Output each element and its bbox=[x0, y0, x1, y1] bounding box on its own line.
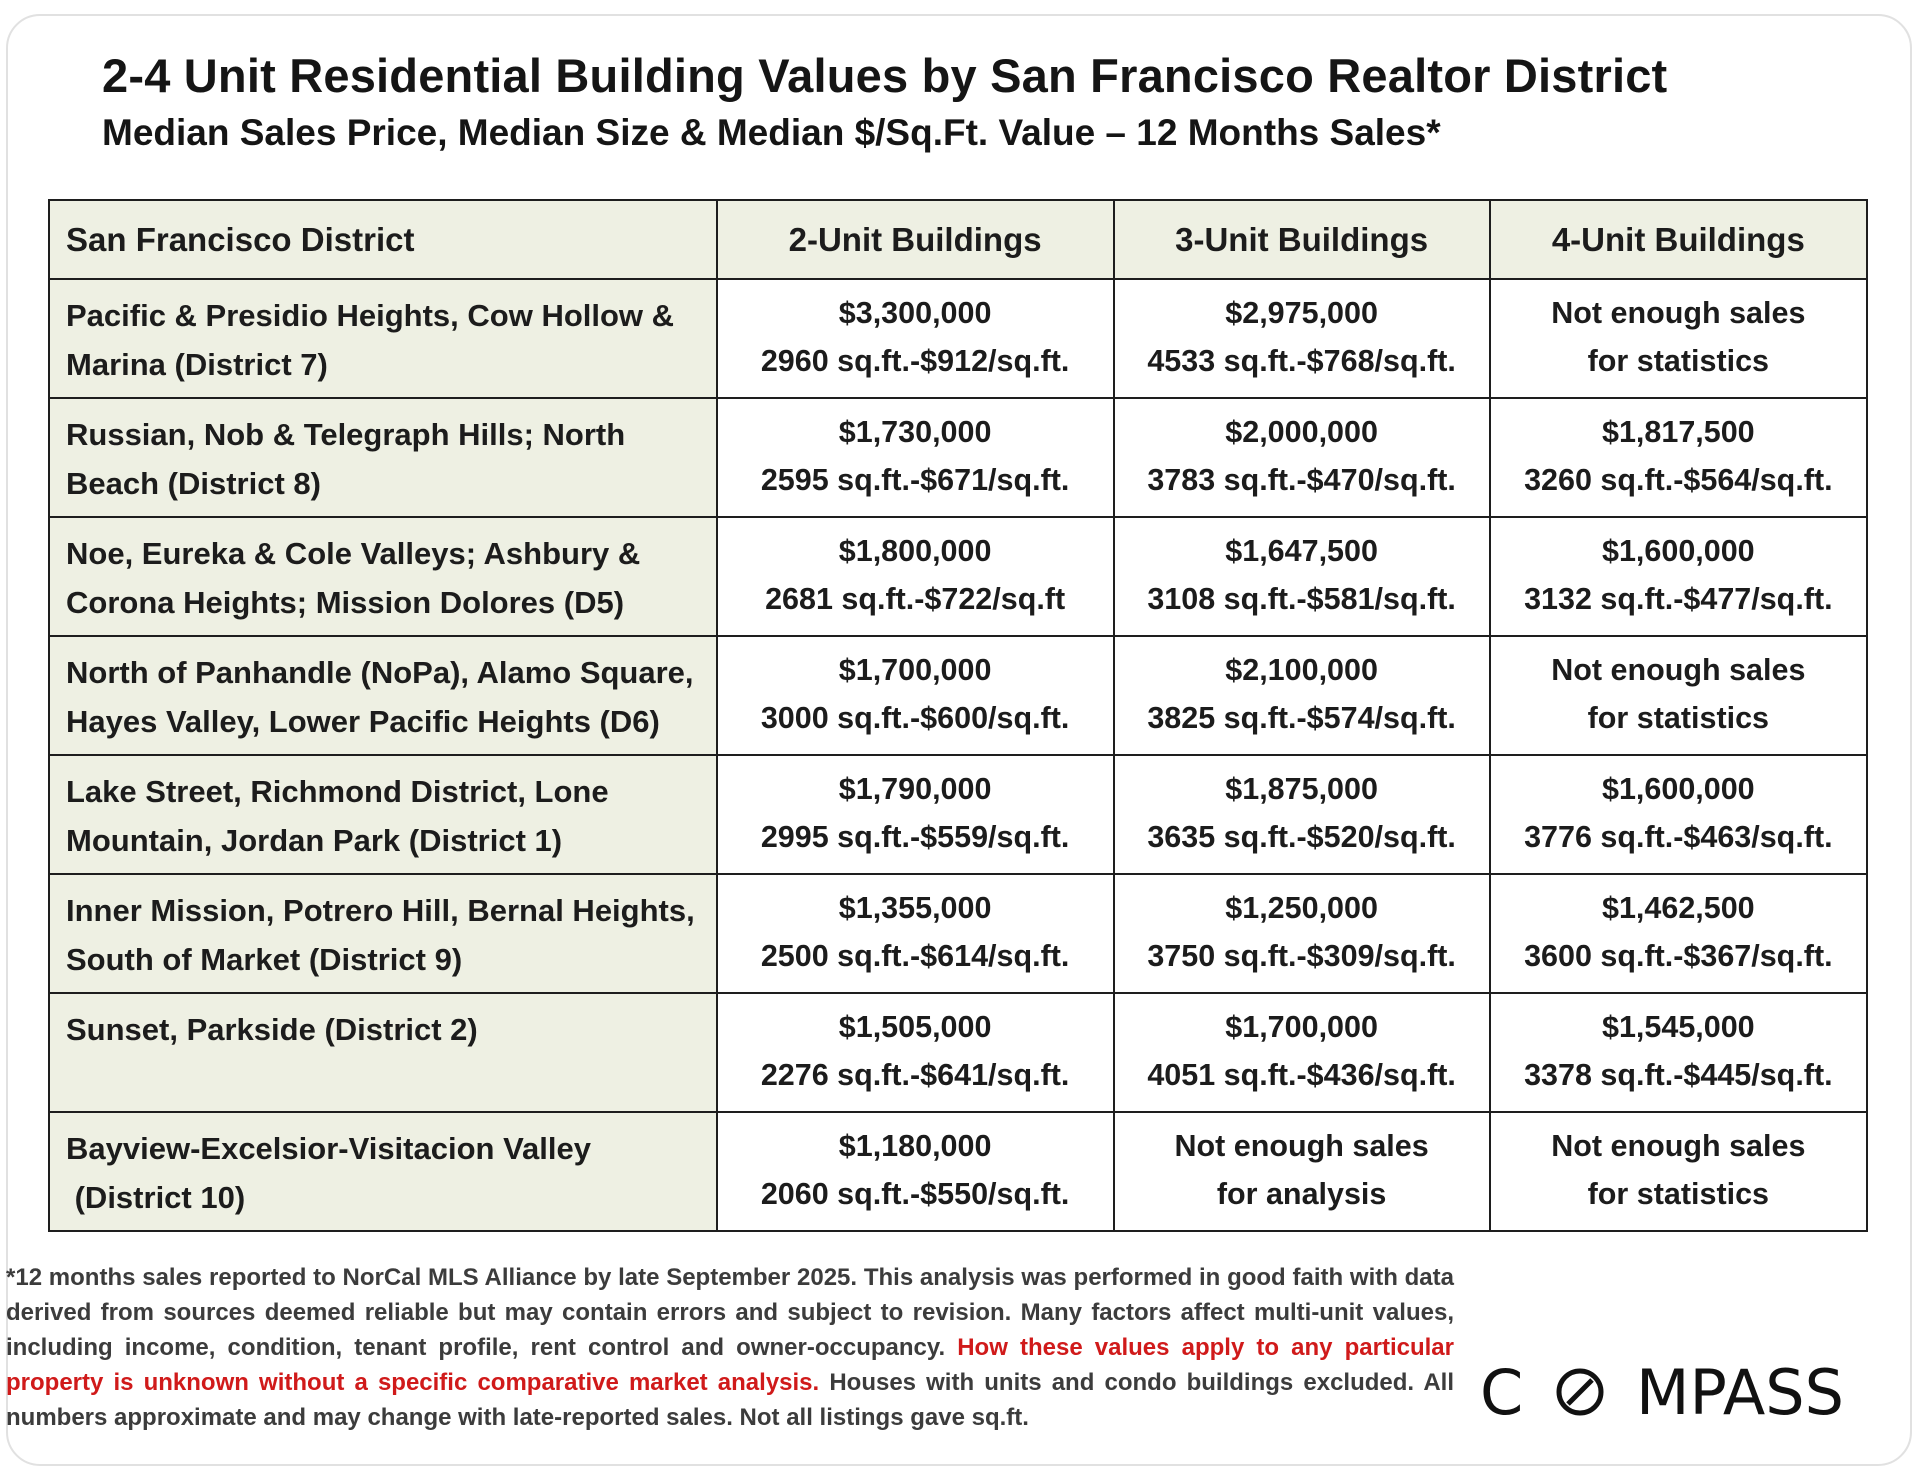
district-cell-line1: Pacific & Presidio Heights, Cow Hollow & bbox=[66, 298, 675, 333]
four-unit-cell-line2: 3378 sq.ft.-$445/sq.ft. bbox=[1524, 1058, 1833, 1092]
three-unit-cell bbox=[1114, 993, 1490, 1112]
district-cell-line2: Beach (District 8) bbox=[66, 466, 321, 501]
two-unit-cell-line1: $1,730,000 bbox=[838, 415, 992, 449]
two-unit-cell-line1: $1,355,000 bbox=[838, 891, 992, 925]
three-unit-cell-line2: 3783 sq.ft.-$470/sq.ft. bbox=[1147, 463, 1456, 497]
four-unit-cell bbox=[1490, 517, 1867, 636]
two-unit-cell-line1: $1,700,000 bbox=[838, 653, 992, 687]
table-row bbox=[49, 874, 1867, 993]
table-row bbox=[49, 755, 1867, 874]
district-cell bbox=[49, 874, 717, 993]
district-cell bbox=[49, 755, 717, 874]
four-unit-cell bbox=[1490, 874, 1867, 993]
district-cell-line1: Bayview-Excelsior-Visitacion Valley bbox=[66, 1131, 591, 1166]
four-unit-cell-line1: $1,462,500 bbox=[1602, 891, 1755, 925]
four-unit-cell-line2: for statistics bbox=[1587, 1177, 1770, 1211]
four-unit-cell bbox=[1490, 993, 1867, 1112]
two-unit-cell bbox=[717, 517, 1114, 636]
two-unit-cell-line2: 2681 sq.ft.-$722/sq.ft bbox=[765, 582, 1066, 616]
two-unit-cell bbox=[717, 636, 1114, 755]
three-unit-cell-line1: $1,647,500 bbox=[1225, 534, 1378, 568]
footnote-highlight: How these values apply to any particular property is unknown without a specific comparative market analysis. bbox=[6, 1334, 1454, 1396]
district-cell-line2: Mountain, Jordan Park (District 1) bbox=[66, 823, 563, 858]
district-cell-line1: Noe, Eureka & Cole Valleys; Ashbury & bbox=[66, 536, 641, 571]
district-cell bbox=[49, 279, 717, 398]
two-unit-cell bbox=[717, 874, 1114, 993]
column-header-2-unit: 2-Unit Buildings bbox=[717, 200, 1114, 279]
compass-logo bbox=[1480, 1355, 1844, 1429]
page-title: 2-4 Unit Residential Building Values by San Francisco Realtor District bbox=[102, 49, 1668, 102]
three-unit-cell-line1: $2,000,000 bbox=[1225, 415, 1378, 449]
three-unit-cell-line2: 4051 sq.ft.-$436/sq.ft. bbox=[1147, 1058, 1456, 1092]
four-unit-cell bbox=[1490, 636, 1867, 755]
four-unit-cell-line2: for statistics bbox=[1587, 701, 1770, 735]
four-unit-cell-line1: $1,600,000 bbox=[1602, 772, 1755, 806]
four-unit-cell-line1: Not enough sales bbox=[1551, 653, 1806, 687]
district-cell bbox=[49, 1112, 717, 1231]
district-cell-line2: Hayes Valley, Lower Pacific Heights (D6) bbox=[66, 704, 660, 739]
three-unit-cell-line1: $2,100,000 bbox=[1225, 653, 1378, 687]
district-cell bbox=[49, 517, 717, 636]
district-cell bbox=[49, 398, 717, 517]
four-unit-cell-line2: 3132 sq.ft.-$477/sq.ft. bbox=[1524, 582, 1833, 616]
two-unit-cell-line2: 2500 sq.ft.-$614/sq.ft. bbox=[760, 939, 1070, 973]
column-header-3-unit: 3-Unit Buildings bbox=[1114, 200, 1490, 279]
four-unit-cell bbox=[1490, 1112, 1867, 1231]
district-cell-line2: (District 10) bbox=[66, 1180, 246, 1215]
three-unit-cell-line2: 3750 sq.ft.-$309/sq.ft. bbox=[1147, 939, 1456, 973]
four-unit-cell bbox=[1490, 398, 1867, 517]
three-unit-cell-line1: Not enough sales bbox=[1174, 1129, 1429, 1163]
two-unit-cell-line1: $1,505,000 bbox=[838, 1010, 992, 1044]
footnote bbox=[6, 1260, 1454, 1435]
three-unit-cell bbox=[1114, 398, 1490, 517]
district-values-table bbox=[48, 199, 1868, 1232]
four-unit-cell-line1: $1,600,000 bbox=[1602, 534, 1755, 568]
two-unit-cell-line1: $1,790,000 bbox=[838, 772, 992, 806]
four-unit-cell-line2: 3600 sq.ft.-$367/sq.ft. bbox=[1524, 939, 1833, 973]
district-cell bbox=[49, 993, 717, 1112]
two-unit-cell bbox=[717, 1112, 1114, 1231]
three-unit-cell-line2: 3108 sq.ft.-$581/sq.ft. bbox=[1147, 582, 1456, 616]
three-unit-cell-line1: $1,250,000 bbox=[1225, 891, 1378, 925]
four-unit-cell bbox=[1490, 279, 1867, 398]
three-unit-cell-line2: 3635 sq.ft.-$520/sq.ft. bbox=[1147, 820, 1456, 854]
two-unit-cell bbox=[717, 755, 1114, 874]
four-unit-cell-line1: $1,545,000 bbox=[1602, 1010, 1755, 1044]
four-unit-cell-line1: $1,817,500 bbox=[1602, 415, 1755, 449]
three-unit-cell bbox=[1114, 874, 1490, 993]
two-unit-cell-line2: 2595 sq.ft.-$671/sq.ft. bbox=[760, 463, 1070, 497]
district-cell-line1: Lake Street, Richmond District, Lone bbox=[66, 774, 609, 809]
two-unit-cell-line1: $1,800,000 bbox=[838, 534, 992, 568]
district-cell-line1: Russian, Nob & Telegraph Hills; North bbox=[66, 417, 626, 452]
three-unit-cell-line2: for analysis bbox=[1216, 1177, 1387, 1211]
three-unit-cell-line1: $1,700,000 bbox=[1225, 1010, 1378, 1044]
logo-letter-c: C bbox=[1480, 1355, 1524, 1429]
table-row bbox=[49, 1112, 1867, 1231]
column-header-4-unit: 4-Unit Buildings bbox=[1490, 200, 1867, 279]
two-unit-cell-line2: 2060 sq.ft.-$550/sq.ft. bbox=[760, 1177, 1070, 1211]
two-unit-cell-line1: $3,300,000 bbox=[838, 296, 992, 330]
district-cell-line2: South of Market (District 9) bbox=[66, 942, 463, 977]
two-unit-cell bbox=[717, 993, 1114, 1112]
district-cell-line2: Corona Heights; Mission Dolores (D5) bbox=[66, 585, 625, 620]
four-unit-cell-line2: 3260 sq.ft.-$564/sq.ft. bbox=[1524, 463, 1833, 497]
page-subtitle: Median Sales Price, Median Size & Median $/Sq.Ft. Value – 12 Months Sales* bbox=[102, 112, 1441, 153]
district-cell-line1: North of Panhandle (NoPa), Alamo Square, bbox=[66, 655, 694, 690]
logo-o-slash-icon bbox=[1555, 1367, 1605, 1417]
district-cell-line2: Marina (District 7) bbox=[66, 347, 328, 382]
four-unit-cell-line2: 3776 sq.ft.-$463/sq.ft. bbox=[1524, 820, 1833, 854]
three-unit-cell-line2: 3825 sq.ft.-$574/sq.ft. bbox=[1147, 701, 1456, 735]
district-cell-line1: Sunset, Parkside (District 2) bbox=[66, 1012, 478, 1047]
district-cell-line1: Inner Mission, Potrero Hill, Bernal Heights, bbox=[66, 893, 695, 928]
three-unit-cell bbox=[1114, 279, 1490, 398]
three-unit-cell bbox=[1114, 755, 1490, 874]
two-unit-cell-line2: 3000 sq.ft.-$600/sq.ft. bbox=[760, 701, 1070, 735]
table-row bbox=[49, 517, 1867, 636]
table-row bbox=[49, 279, 1867, 398]
two-unit-cell bbox=[717, 279, 1114, 398]
two-unit-cell bbox=[717, 398, 1114, 517]
table-row bbox=[49, 398, 1867, 517]
two-unit-cell-line2: 2960 sq.ft.-$912/sq.ft. bbox=[760, 344, 1070, 378]
district-cell bbox=[49, 636, 717, 755]
district-cell-line2 bbox=[66, 1054, 702, 1103]
footnote-text: *12 months sales reported to NorCal MLS Alliance by late September 2025. This analysis was performed in good faith with data derived from sources deemed reliable but may contain errors and subject to revision. Many factors affect multi-unit values, including income, condition, tenant profile, rent control and owner-occupancy. bbox=[6, 1264, 1454, 1361]
logo-letters-mpass: MPASS bbox=[1635, 1355, 1844, 1429]
two-unit-cell-line2: 2995 sq.ft.-$559/sq.ft. bbox=[760, 820, 1070, 854]
four-unit-cell-line1: Not enough sales bbox=[1551, 1129, 1806, 1163]
two-unit-cell-line2: 2276 sq.ft.-$641/sq.ft. bbox=[760, 1058, 1070, 1092]
three-unit-cell-line1: $1,875,000 bbox=[1225, 772, 1378, 806]
four-unit-cell-line2: for statistics bbox=[1587, 344, 1770, 378]
table-row bbox=[49, 993, 1867, 1112]
two-unit-cell-line1: $1,180,000 bbox=[838, 1129, 992, 1163]
four-unit-cell-line1: Not enough sales bbox=[1551, 296, 1806, 330]
column-header-district: San Francisco District bbox=[49, 200, 717, 279]
table-header-row bbox=[49, 200, 1867, 279]
four-unit-cell bbox=[1490, 755, 1867, 874]
three-unit-cell-line2: 4533 sq.ft.-$768/sq.ft. bbox=[1147, 344, 1456, 378]
three-unit-cell bbox=[1114, 636, 1490, 755]
three-unit-cell bbox=[1114, 517, 1490, 636]
three-unit-cell-line1: $2,975,000 bbox=[1225, 296, 1378, 330]
table-row bbox=[49, 636, 1867, 755]
three-unit-cell bbox=[1114, 1112, 1490, 1231]
footnote-text-end: Houses with units and condo buildings excluded. All numbers approximate and may change with late-reported sales. Not all listings gave sq.ft. bbox=[6, 1369, 1454, 1431]
